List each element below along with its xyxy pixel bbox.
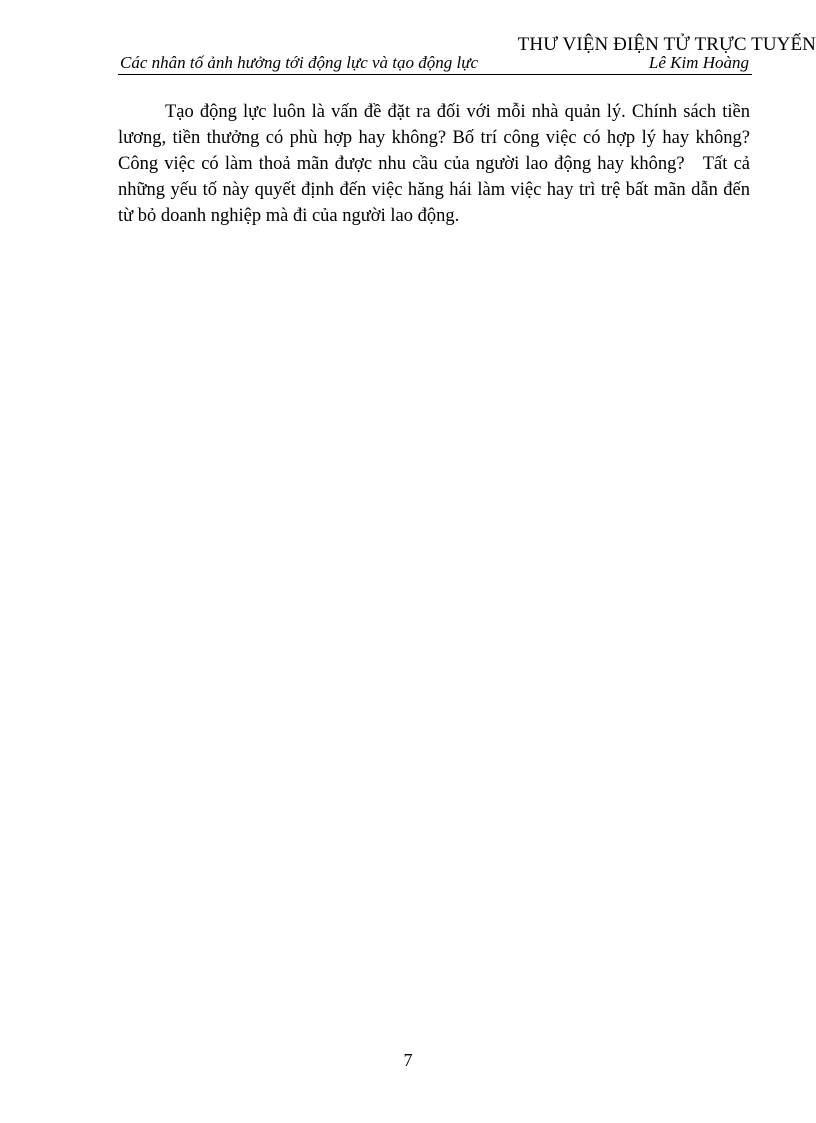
author-name: Lê Kim Hoàng (648, 53, 749, 72)
library-watermark: THƯ VIỆN ĐIỆN TỬ TRỰC TUYẾN (517, 34, 816, 55)
body-paragraph: Tạo động lực luôn là vấn đề đặt ra đối với mỗi nhà quản lý. Chính sách tiền lương, tiền thưởng có phù hợp hay không? Bố trí công việc có hợp lý hay không? Công việc có làm thoả mãn được nhu cầu của người lao động hay không? Tất cả những yếu tố này quyết định đến việc hăng hái làm việc hay trì trệ bất mãn dẫn đến từ bỏ doanh nghiệp mà đi của người lao động. (118, 102, 755, 226)
running-header (118, 52, 752, 75)
page-number: 7 (403, 1050, 413, 1070)
document-title: Các nhân tố ảnh hưởng tới động lực và tạo động lực (120, 53, 479, 72)
